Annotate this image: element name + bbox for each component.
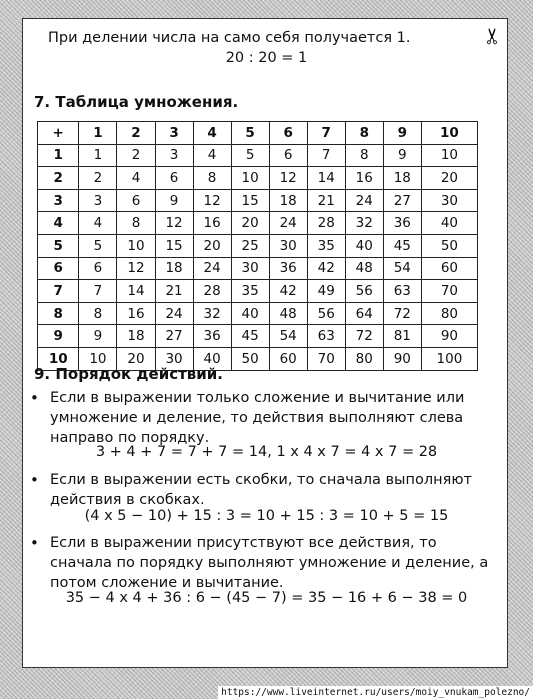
table-row: [38, 167, 478, 190]
table-cell: 64: [345, 302, 383, 325]
table-cell: 80: [345, 347, 383, 370]
table-cell: 80: [421, 302, 477, 325]
source-url[interactable]: https://www.liveinternet.ru/users/moiy_vnukam_polezno/: [218, 686, 533, 699]
table-cell: 12: [269, 167, 307, 190]
table-cell: 20: [421, 167, 477, 190]
table-cell: 15: [155, 234, 193, 257]
table-cell: 8: [345, 144, 383, 167]
table-row: [38, 257, 478, 280]
table-cell: 70: [421, 280, 477, 303]
row-header: 7: [38, 280, 79, 303]
table-cell: 20: [231, 212, 269, 235]
table-cell: 54: [383, 257, 421, 280]
rule-item-3: [30, 533, 490, 593]
column-header: 6: [269, 122, 307, 145]
table-cell: 60: [269, 347, 307, 370]
table-cell: 45: [383, 234, 421, 257]
row-header: 9: [38, 325, 79, 348]
table-cell: 8: [117, 212, 155, 235]
column-header: 1: [79, 122, 117, 145]
table-cell: 36: [383, 212, 421, 235]
table-cell: 18: [269, 189, 307, 212]
table-cell: 49: [307, 280, 345, 303]
table-row: [38, 144, 478, 167]
table-cell: 3: [79, 189, 117, 212]
table-row: [38, 234, 478, 257]
table-row: [38, 325, 478, 348]
table-cell: 56: [307, 302, 345, 325]
column-header: 3: [155, 122, 193, 145]
table-cell: 63: [307, 325, 345, 348]
bullet-icon: •: [30, 534, 39, 552]
table-cell: 100: [421, 347, 477, 370]
table-cell: 30: [155, 347, 193, 370]
table-cell: 35: [231, 280, 269, 303]
table-cell: 24: [269, 212, 307, 235]
table-cell: 21: [307, 189, 345, 212]
table-cell: 30: [421, 189, 477, 212]
table-cell: 4: [117, 167, 155, 190]
row-header: 1: [38, 144, 79, 167]
table-cell: 24: [345, 189, 383, 212]
table-cell: 9: [155, 189, 193, 212]
table-cell: 25: [231, 234, 269, 257]
intro-text: При делении числа на само себя получается 1.: [48, 30, 411, 46]
table-cell: 63: [383, 280, 421, 303]
table-cell: 16: [193, 212, 231, 235]
table-cell: 35: [307, 234, 345, 257]
table-cell: 30: [231, 257, 269, 280]
table-cell: 1: [79, 144, 117, 167]
rule-text: Если в выражении только сложение и вычитание или умножение и деление, то действия выполняют слева направо по порядку.: [50, 390, 465, 446]
table-cell: 54: [269, 325, 307, 348]
column-header: 7: [307, 122, 345, 145]
row-header: 3: [38, 189, 79, 212]
table-cell: 8: [193, 167, 231, 190]
table-row: [38, 212, 478, 235]
table-cell: 4: [193, 144, 231, 167]
table-cell: 90: [383, 347, 421, 370]
bullet-icon: •: [30, 471, 39, 489]
table-cell: 72: [383, 302, 421, 325]
table-corner: +: [38, 122, 79, 145]
table-cell: 32: [345, 212, 383, 235]
column-header: 4: [193, 122, 231, 145]
rule-item-2: [30, 470, 490, 510]
table-cell: 60: [421, 257, 477, 280]
table-cell: 6: [79, 257, 117, 280]
table-cell: 50: [421, 234, 477, 257]
table-cell: 2: [79, 167, 117, 190]
rule-equation-2: (4 x 5 − 10) + 15 : 3 = 10 + 15 : 3 = 10 + 5 = 15: [84, 508, 449, 524]
table-cell: 6: [155, 167, 193, 190]
intro-equation: 20 : 20 = 1: [225, 50, 308, 66]
table-cell: 14: [117, 280, 155, 303]
table-cell: 48: [345, 257, 383, 280]
table-cell: 30: [269, 234, 307, 257]
table-cell: 10: [117, 234, 155, 257]
table-cell: 12: [117, 257, 155, 280]
table-cell: 6: [269, 144, 307, 167]
table-cell: 6: [117, 189, 155, 212]
rule-text: Если в выражении есть скобки, то сначала выполняют действия в скобках.: [50, 472, 472, 508]
table-cell: 36: [193, 325, 231, 348]
table-cell: 27: [155, 325, 193, 348]
table-cell: 40: [193, 347, 231, 370]
column-header: 2: [117, 122, 155, 145]
rule-equation-1: 3 + 4 + 7 = 7 + 7 = 14, 1 x 4 x 7 = 4 x 7 = 28: [95, 444, 438, 460]
table-cell: 10: [421, 144, 477, 167]
table-cell: 12: [155, 212, 193, 235]
table-cell: 9: [383, 144, 421, 167]
table-cell: 90: [421, 325, 477, 348]
row-header: 6: [38, 257, 79, 280]
column-header: 10: [421, 122, 477, 145]
row-header: 5: [38, 234, 79, 257]
table-cell: 56: [345, 280, 383, 303]
table-cell: 27: [383, 189, 421, 212]
rule-item-1: [30, 388, 490, 448]
table-cell: 5: [79, 234, 117, 257]
table-row: [38, 189, 478, 212]
table-cell: 21: [155, 280, 193, 303]
table-cell: 3: [155, 144, 193, 167]
table-cell: 40: [345, 234, 383, 257]
bullet-icon: •: [30, 389, 39, 407]
table-cell: 24: [155, 302, 193, 325]
scissors-icon: ✂: [480, 26, 506, 46]
table-cell: 81: [383, 325, 421, 348]
row-header: 2: [38, 167, 79, 190]
table-row: [38, 302, 478, 325]
table-cell: 20: [193, 234, 231, 257]
row-header: 4: [38, 212, 79, 235]
table-cell: 42: [269, 280, 307, 303]
rule-text: Если в выражении присутствуют все действия, то сначала по порядку выполняют умножение и деление, а потом сложение и вычитание.: [50, 535, 489, 591]
table-cell: 48: [269, 302, 307, 325]
table-cell: 5: [231, 144, 269, 167]
column-header: 5: [231, 122, 269, 145]
table-header-row: [38, 122, 478, 145]
table-cell: 14: [307, 167, 345, 190]
table-cell: 16: [117, 302, 155, 325]
table-cell: 8: [79, 302, 117, 325]
table-cell: 70: [307, 347, 345, 370]
table-cell: 16: [345, 167, 383, 190]
table-cell: 7: [307, 144, 345, 167]
table-cell: 4: [79, 212, 117, 235]
section-7-title: 7. Таблица умножения.: [34, 93, 239, 111]
table-cell: 32: [193, 302, 231, 325]
table-cell: 50: [231, 347, 269, 370]
table-cell: 10: [79, 347, 117, 370]
section-9-title: 9. Порядок действий.: [34, 365, 224, 383]
table-cell: 45: [231, 325, 269, 348]
rule-equation-3: 35 − 4 x 4 + 36 : 6 − (45 − 7) = 35 − 16 + 6 − 38 = 0: [65, 590, 468, 606]
table-cell: 20: [117, 347, 155, 370]
table-cell: 15: [231, 189, 269, 212]
table-cell: 40: [231, 302, 269, 325]
column-header: 8: [345, 122, 383, 145]
table-cell: 7: [79, 280, 117, 303]
multiplication-table: [37, 121, 478, 371]
row-header: 8: [38, 302, 79, 325]
table-cell: 24: [193, 257, 231, 280]
table-cell: 28: [307, 212, 345, 235]
table-cell: 40: [421, 212, 477, 235]
table-cell: 72: [345, 325, 383, 348]
table-cell: 28: [193, 280, 231, 303]
table-cell: 9: [79, 325, 117, 348]
table-cell: 18: [117, 325, 155, 348]
table-cell: 12: [193, 189, 231, 212]
table-cell: 10: [231, 167, 269, 190]
table-cell: 18: [155, 257, 193, 280]
column-header: 9: [383, 122, 421, 145]
table-cell: 18: [383, 167, 421, 190]
row-header: 10: [38, 347, 79, 370]
table-cell: 2: [117, 144, 155, 167]
table-row: [38, 280, 478, 303]
table-cell: 36: [269, 257, 307, 280]
table-cell: 42: [307, 257, 345, 280]
